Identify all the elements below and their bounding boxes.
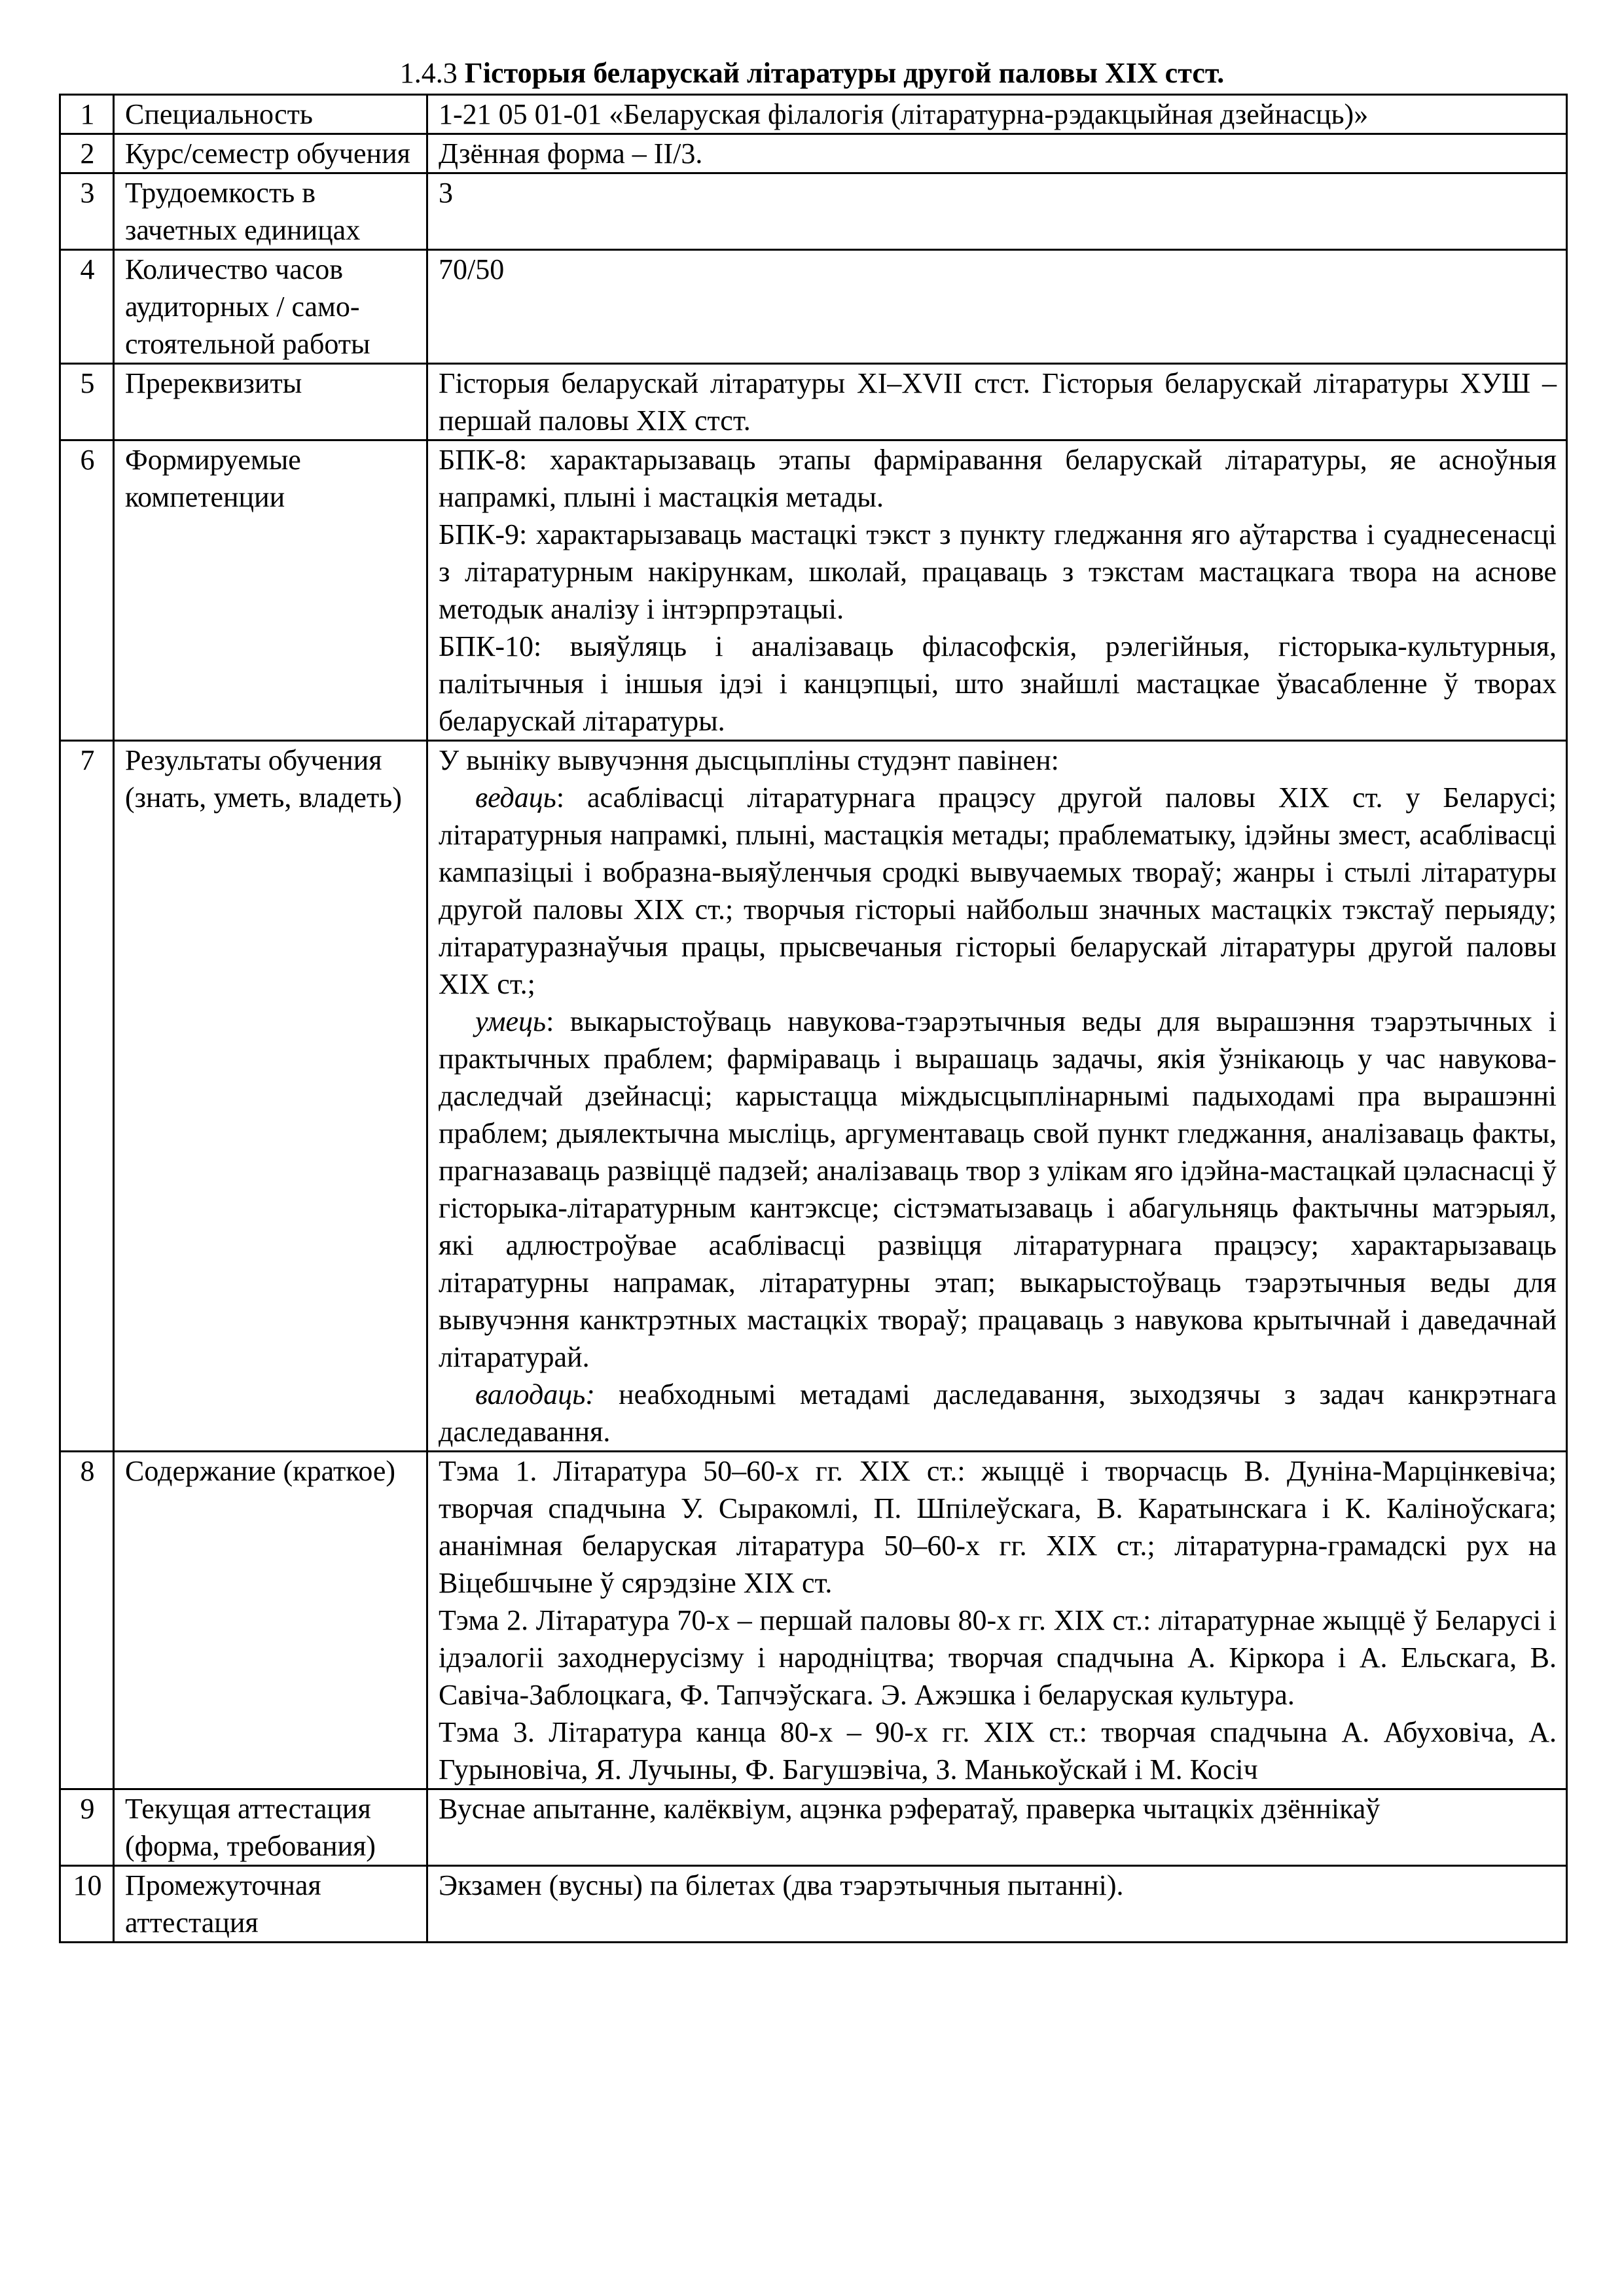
results-intro: У выніку вывучэння дысцыпліны студэнт павінен: bbox=[439, 744, 1059, 776]
topic-paragraph: Тэма 3. Літаратура канца 80-х – 90-х гг. XIX ст.: творчая спадчына А. Абуховіча, А. Гурыновіча, Я. Лучыны, Ф. Багушэвіча, З. Манькоўскай і М. Косіч bbox=[439, 1716, 1557, 1785]
table-row bbox=[60, 173, 1567, 250]
table-row bbox=[60, 134, 1567, 173]
row-label: Количество часов аудиторных / само-стоятельной работы bbox=[114, 250, 427, 364]
results-keyword: валодаць: bbox=[475, 1378, 595, 1410]
row-number: 10 bbox=[60, 1866, 114, 1943]
row-number: 3 bbox=[60, 173, 114, 250]
results-text: неабходнымі метадамі даследавання, зыходзячы з задач канкрэтнага даследавання. bbox=[439, 1378, 1557, 1448]
topic-paragraph: Тэма 1. Літаратура 50–60-х гг. XIX ст.: жыццё і творчасць В. Дуніна-Марцінкевіча; творчая спадчына У. Сыракомлі, П. Шпілеўскага, В. Каратынскага і К. Каліноўскага; ананімная беларуская літаратура 50–60-х гг. XIX ст.; літаратурна-грамадскі рух на Віцебшчыне ў сярэдзіне XIX ст. bbox=[439, 1455, 1557, 1599]
row-label: Пререквизиты bbox=[114, 364, 427, 440]
row-label: Специальность bbox=[114, 95, 427, 134]
title-text: Гісторыя беларускай літаратуры другой паловы XIX стст. bbox=[464, 57, 1225, 89]
row-label: Содержание (краткое) bbox=[114, 1452, 427, 1789]
row-number: 9 bbox=[60, 1789, 114, 1866]
row-value bbox=[427, 741, 1567, 1452]
results-item bbox=[439, 1003, 1557, 1376]
results-text: : асаблівасці літаратурнага працэсу другой паловы XIX ст. у Беларусі; літаратурныя напрамкі, плыні, мастацкія метады; праблематыку, ідэйны змест, асаблівасці кампазіцыі і вобразна-выяўленчыя сродкі вывучаемых твораў; жанры і стылі літаратуры другой паловы XIX ст.; творчыя гісторыі найбольш значных мастацкіх тэкстаў перыяду; літаратуразнаўчыя працы, прысвечаныя гісторыі беларускай літаратуры другой паловы XIX ст.; bbox=[439, 781, 1557, 1000]
title-number: 1.4.3 bbox=[399, 57, 458, 89]
course-info-table bbox=[59, 94, 1568, 1943]
table-row bbox=[60, 1789, 1567, 1866]
row-value: 3 bbox=[427, 173, 1567, 250]
document-title bbox=[0, 56, 1624, 90]
row-label: Курс/семестр обучения bbox=[114, 134, 427, 173]
table-row bbox=[60, 95, 1567, 134]
row-number: 1 bbox=[60, 95, 114, 134]
row-label: Промежуточная аттестация bbox=[114, 1866, 427, 1943]
results-keyword: умець bbox=[475, 1005, 547, 1037]
row-number: 5 bbox=[60, 364, 114, 440]
row-value: Гісторыя беларускай літаратуры XI–XVII стст. Гісторыя беларускай літаратуры ХУШ – першай паловы XIX стст. bbox=[427, 364, 1567, 440]
table-row bbox=[60, 364, 1567, 440]
row-value bbox=[427, 440, 1567, 741]
competence-paragraph: БПК-10: выяўляць і аналізаваць філасофскія, рэлегійныя, гісторыка-культурныя, палітычныя і іншыя ідэі і канцэпцыі, што знайшлі мастацкае ўвасабленне ў творах беларускай літаратуры. bbox=[439, 630, 1557, 737]
table-row bbox=[60, 1866, 1567, 1943]
row-value: Экзамен (вусны) па білетах (два тэарэтычныя пытанні). bbox=[427, 1866, 1567, 1943]
row-number: 4 bbox=[60, 250, 114, 364]
competence-paragraph: БПК-8: характарызаваць этапы фарміравання беларускай літаратуры, яе асноўныя напрамкі, плыні і мастацкія метады. bbox=[439, 444, 1557, 513]
row-value: 1-21 05 01-01 «Беларуская філалогія (літаратурна-рэдакцыйная дзейнасць)» bbox=[427, 95, 1567, 134]
topic-paragraph: Тэма 2. Літаратура 70-х – першай паловы 80-х гг. XIX ст.: літаратурнае жыццё ў Беларусі і ідэалогіі заходнерусізму і народніцтва; творчая спадчына А. Кіркора і А. Ельскага, В. Савіча-Заблоцкага, Ф. Тапчэўскага. Э. Ажэшка і беларуская культура. bbox=[439, 1604, 1557, 1711]
row-label: Формируемые компетенции bbox=[114, 440, 427, 741]
row-value: 70/50 bbox=[427, 250, 1567, 364]
row-label: Текущая аттестация (форма, требования) bbox=[114, 1789, 427, 1866]
table-row bbox=[60, 741, 1567, 1452]
row-value: Вуснае апытанне, калёквіум, ацэнка рэфератаў, праверка чытацкіх дзённікаў bbox=[427, 1789, 1567, 1866]
row-value bbox=[427, 1452, 1567, 1789]
table-row bbox=[60, 250, 1567, 364]
row-number: 2 bbox=[60, 134, 114, 173]
row-label: Трудоемкость в зачетных единицах bbox=[114, 173, 427, 250]
competence-paragraph: БПК-9: характарызаваць мастацкі тэкст з пункту гледжання яго аўтарства і суаднесенасці з літаратурным накірункам, школай, працаваць з тэкстам мастацкага твора на аснове методык аналізу і інтэрпрэтацыі. bbox=[439, 518, 1557, 625]
row-label: Результаты обучения (знать, уметь, владеть) bbox=[114, 741, 427, 1452]
results-item bbox=[439, 779, 1557, 1003]
results-text: : выкарыстоўваць навукова-тэарэтычныя веды для вырашэння тэарэтычных і практычных праблем; фарміраваць і вырашаць задачы, якія ўзнікаюць у час навукова-даследчай дзейнасці; карыстацца міждысцыплінарнымі падыходамі пра вырашэнні праблем; дыялектычна мысліць, аргументаваць свой пункт гледжання, аналізаваць факты, прагназаваць развіццё падзей; аналізаваць твор з улікам яго ідэйна-мастацкай цэласнасці ў гісторыка-літаратурным кантэксце; сістэматызаваць і абагульняць фактычны матэрыял, які адлюстроўвае асаблівасці развіцця літаратурнага працэсу; характарызаваць літаратурны напрамак, літаратурны этап; выкарыстоўваць тэарэтычныя веды для вывучэння канктрэтных мастацкіх твораў; працаваць з навукова крытычнай і даведачнай літаратурай. bbox=[439, 1005, 1557, 1373]
row-value: Дзённая форма – II/3. bbox=[427, 134, 1567, 173]
row-number: 6 bbox=[60, 440, 114, 741]
results-item bbox=[439, 1376, 1557, 1450]
results-keyword: ведаць bbox=[475, 781, 556, 814]
row-number: 8 bbox=[60, 1452, 114, 1789]
row-number: 7 bbox=[60, 741, 114, 1452]
table-row bbox=[60, 440, 1567, 741]
table-row bbox=[60, 1452, 1567, 1789]
